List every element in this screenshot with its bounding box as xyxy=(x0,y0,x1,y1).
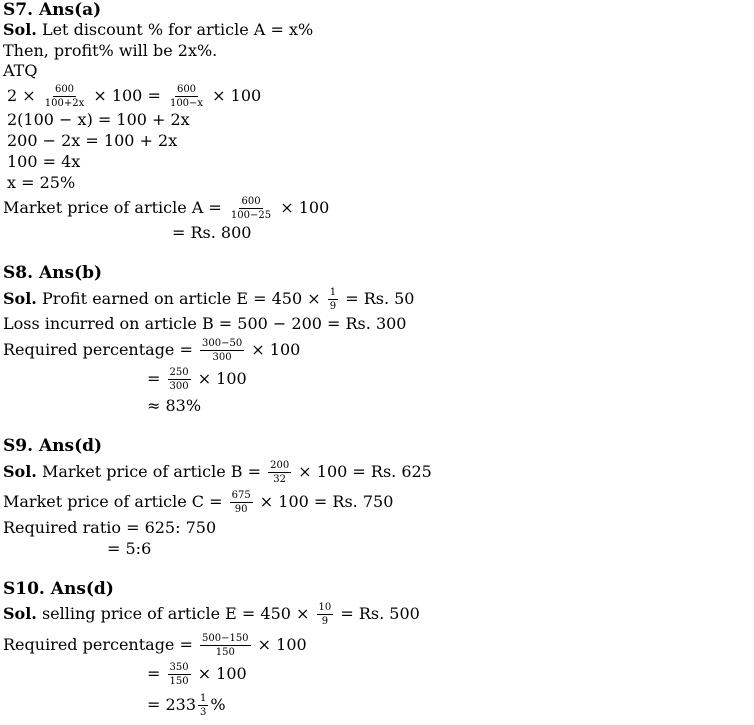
frac-den: 100+2x xyxy=(44,98,85,109)
s8-sol-prefix: Sol. xyxy=(3,289,37,308)
s10-sol-prefix: Sol. xyxy=(3,604,37,623)
s7-eq1-frac2 xyxy=(168,84,205,109)
s10-heading: S10. Ans(d) xyxy=(3,579,114,599)
s7-eq3: 200 − 2x = 100 + 2x xyxy=(7,131,178,150)
s9-ratio-result: = 5:6 xyxy=(107,539,152,558)
s7-eq4: 100 = 4x xyxy=(7,152,81,171)
s9-ratio: Required ratio = 625: 750 xyxy=(3,518,217,537)
s9-mpc-label: Market price of article C = xyxy=(3,492,223,511)
s8-req-frac xyxy=(200,338,244,363)
s7-eq5: x = 25% xyxy=(7,173,76,192)
frac-num: 200 xyxy=(270,460,290,471)
s7-sol-line xyxy=(3,20,313,40)
frac-num: 600 xyxy=(54,84,75,95)
s7-mp-tail: × 100 xyxy=(280,198,330,217)
s10-step2-frac xyxy=(168,662,191,687)
s7-sol-prefix: Sol. xyxy=(3,20,37,39)
s10-req-tail: × 100 xyxy=(257,635,307,654)
s8-req-label: Required percentage = xyxy=(3,340,193,359)
s10-result xyxy=(147,693,226,718)
s10-sol-tail: = Rs. 500 xyxy=(340,604,420,623)
frac-den: 9 xyxy=(329,301,337,312)
frac-num: 600 xyxy=(241,196,261,207)
frac-den: 300 xyxy=(212,352,232,363)
s7-eq2: 2(100 − x) = 100 + 2x xyxy=(7,110,190,129)
s9-mpc-frac xyxy=(230,490,253,515)
s7-then: Then, profit% will be 2x%. xyxy=(3,41,218,60)
frac-num: 1 xyxy=(200,693,207,704)
s8-sol-line xyxy=(3,287,414,312)
s9-mpc-tail: × 100 = Rs. 750 xyxy=(259,492,394,511)
frac-den: 90 xyxy=(234,504,248,515)
s10-result-a: = 233 xyxy=(147,695,197,714)
s8-step2-eq: = xyxy=(147,369,161,388)
frac-num: 350 xyxy=(169,662,189,673)
s9-sol-line xyxy=(3,460,432,485)
s10-sol-frac xyxy=(317,602,334,627)
s9-sol-frac xyxy=(268,460,291,485)
frac-den: 9 xyxy=(321,616,329,627)
s8-step2 xyxy=(147,367,247,392)
frac-den: 150 xyxy=(169,676,189,687)
s9-sol-text: Market price of article B = xyxy=(36,462,261,481)
frac-den: 3 xyxy=(200,707,207,718)
s9-heading: S9. Ans(d) xyxy=(3,436,103,456)
s10-req-label: Required percentage = xyxy=(3,635,193,654)
s10-req xyxy=(3,633,307,658)
s9-sol-tail: × 100 = Rs. 625 xyxy=(298,462,432,481)
s7-mp-frac xyxy=(229,196,273,221)
s7-eq1-a: 2 × xyxy=(7,86,36,105)
s8-step2-frac xyxy=(168,367,191,392)
s7-eq1-b: × 100 = xyxy=(93,86,161,105)
s10-sol-line xyxy=(3,602,420,627)
s7-heading: S7. Ans(a) xyxy=(3,0,102,20)
s8-heading: S8. Ans(b) xyxy=(3,263,103,283)
s7-sol-text: Let discount % for article A = x% xyxy=(36,20,314,39)
s8-req-tail: × 100 xyxy=(251,340,301,359)
s7-atq: ATQ xyxy=(3,61,38,80)
s9-mpc xyxy=(3,490,393,515)
frac-den: 150 xyxy=(215,647,235,658)
s10-step2-tail: × 100 xyxy=(197,664,247,683)
s8-loss: Loss incurred on article B = 500 − 200 = Rs. 300 xyxy=(3,314,407,333)
s9-sol-prefix: Sol. xyxy=(3,462,37,481)
s7-eq1 xyxy=(7,84,261,109)
frac-num: 600 xyxy=(176,84,197,95)
frac-num: 250 xyxy=(169,367,189,378)
s8-sol-frac xyxy=(328,287,338,312)
frac-den: 32 xyxy=(273,474,286,485)
frac-den: 100−x xyxy=(169,98,204,109)
s8-result: ≈ 83% xyxy=(147,396,202,415)
s7-eq1-frac1 xyxy=(43,84,86,109)
s10-req-frac xyxy=(200,633,251,658)
s8-step2-tail: × 100 xyxy=(197,369,247,388)
s8-sol-text: Profit earned on article E = 450 × xyxy=(36,289,321,308)
s10-sol-text: selling price of article E = 450 × xyxy=(36,604,310,623)
s10-step2-eq: = xyxy=(147,664,161,683)
s8-req xyxy=(3,338,300,363)
frac-num: 10 xyxy=(318,602,332,613)
s7-mp-result: = Rs. 800 xyxy=(172,223,252,242)
frac-num: 1 xyxy=(329,287,337,298)
s10-result-b: % xyxy=(210,695,226,714)
s7-market-price xyxy=(3,196,329,221)
s8-sol-tail: = Rs. 50 xyxy=(345,289,415,308)
frac-num: 300−50 xyxy=(201,338,243,349)
s10-step2 xyxy=(147,662,247,687)
frac-den: 300 xyxy=(169,381,189,392)
s10-result-frac xyxy=(198,693,208,718)
frac-num: 500−150 xyxy=(201,633,249,644)
frac-num: 675 xyxy=(231,490,251,501)
frac-den: 100−25 xyxy=(230,210,272,221)
s7-eq1-c: × 100 xyxy=(212,86,262,105)
s7-mp-label: Market price of article A = xyxy=(3,198,222,217)
